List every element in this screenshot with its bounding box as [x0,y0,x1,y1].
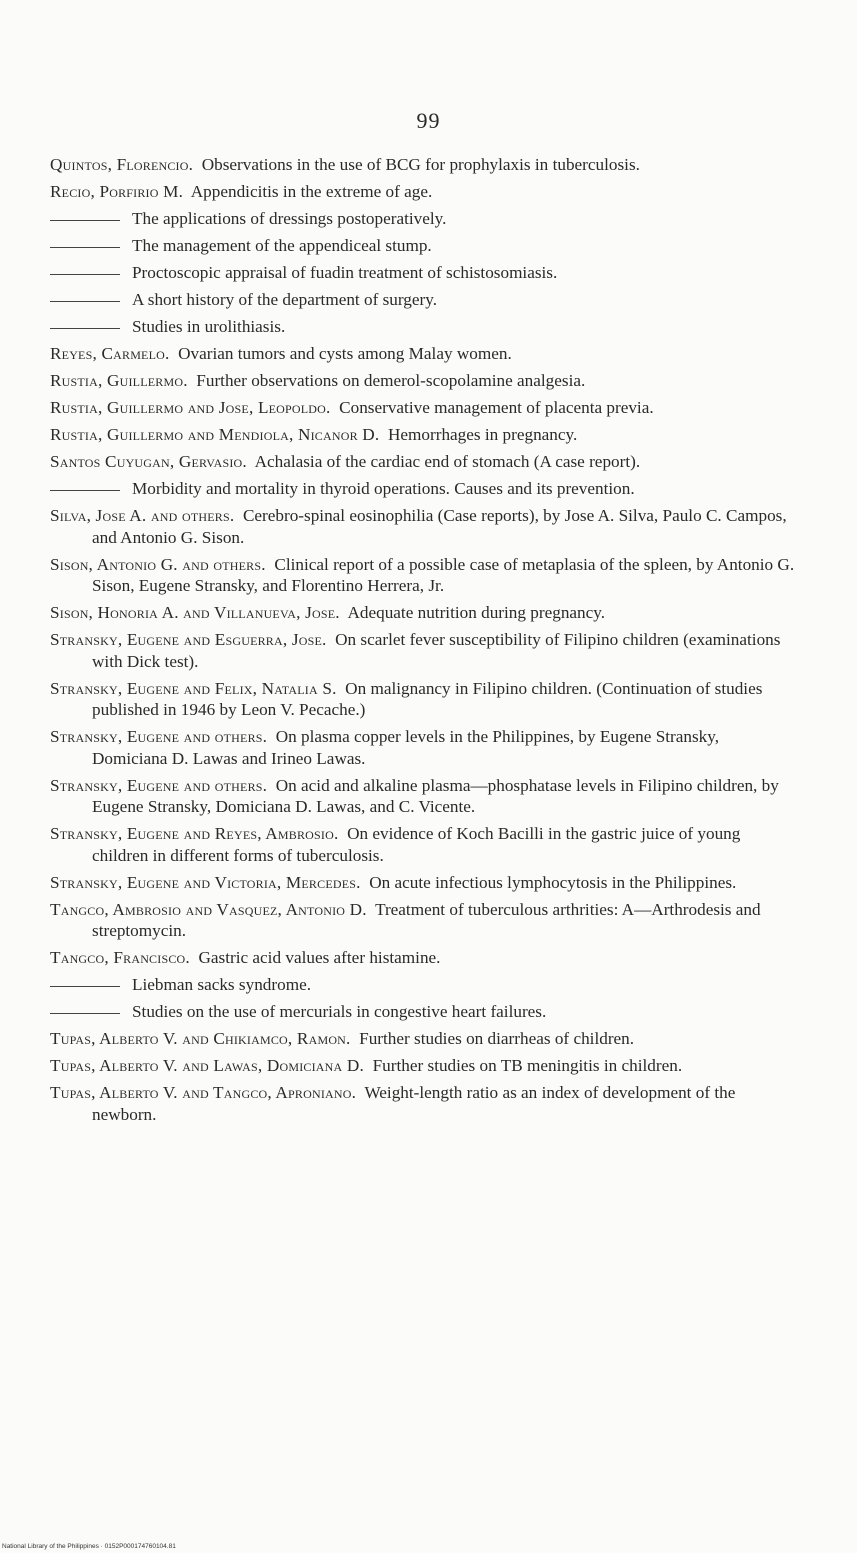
bibliography-list [50,154,795,1131]
bibliography-entry [50,1001,795,1023]
ditto-rule [50,247,120,248]
entry-title: Further studies on diarrheas of children. [359,1029,635,1048]
bibliography-entry [50,154,795,176]
entry-author: Stransky, Eugene and Felix, Natalia S. [50,678,337,698]
bibliography-entry [50,235,795,257]
entry-title: Proctoscopic appraisal of fuadin treatment of schistosomiasis. [132,263,558,282]
entry-title: Gastric acid values after histamine. [198,948,441,967]
entry-title: Achalasia of the cardiac end of stomach (A case report). [254,452,641,471]
bibliography-entry [50,1028,795,1050]
bibliography-entry [50,1055,795,1077]
ditto-rule [50,986,120,987]
entry-author: Stransky, Eugene and Victoria, Mercedes. [50,872,361,892]
entry-author: Tangco, Ambrosio and Vasquez, Antonio D. [50,899,367,919]
entry-author: Rustia, Guillermo and Mendiola, Nicanor D. [50,425,380,444]
entry-author: Tupas, Alberto V. and Chikiamco, Ramon. [50,1029,351,1048]
entry-title: Morbidity and mortality in thyroid operations. Causes and its prevention. [132,479,635,498]
entry-title: Clinical report of a possible case of metaplasia of the spleen, by Antonio G. Sison, Eugene Stransky, and Florentino Herrera, Jr. [92,554,795,595]
ditto-rule [50,274,120,275]
bibliography-entry [50,397,795,419]
bibliography-entry [50,289,795,311]
entry-author: Tupas, Alberto V. and Lawas, Domiciana D. [50,1056,365,1075]
entry-title: Treatment of tuberculous arthrities: A—Arthrodesis and streptomycin. [92,899,761,940]
entry-author: Stransky, Eugene and Esguerra, Jose. [50,630,327,649]
bibliography-entry [50,899,795,942]
ditto-rule [50,490,120,491]
bibliography-entry [50,775,795,818]
entry-title: Further observations on demerol-scopolamine analgesia. [196,371,586,390]
library-footer: National Library of the Philippines · 0152P000174760104.81 [2,1543,176,1550]
bibliography-entry [50,974,795,996]
entry-title: A short history of the department of surgery. [132,290,438,309]
entry-author: Santos Cuyugan, Gervasio. [50,452,247,471]
entry-title: Ovarian tumors and cysts among Malay women. [178,344,512,363]
entry-title: Conservative management of placenta previa. [339,398,654,417]
bibliography-entry [50,726,795,769]
bibliography-entry [50,208,795,230]
entry-author: Rustia, Guillermo. [50,371,188,390]
entry-title: On evidence of Koch Bacilli in the gastric juice of young children in different forms of tuberculosis. [92,824,741,865]
bibliography-entry [50,823,795,866]
entry-title: Adequate nutrition during pregnancy. [347,603,606,622]
entry-author: Stransky, Eugene and others. [50,727,268,746]
entry-title: Appendicitis in the extreme of age. [190,182,433,201]
entry-title: The applications of dressings postoperatively. [132,209,447,228]
entry-title: On acid and alkaline plasma—phosphatase levels in Filipino children, by Eugene Stransky, Domiciana D. Lawas, and C. Vicente. [92,775,779,816]
bibliography-entry [50,678,795,721]
entry-title: On plasma copper levels in the Philippines, by Eugene Stransky, Domiciana D. Lawas and Irineo Lawas. [92,727,720,768]
bibliography-entry [50,872,795,894]
entry-title: On acute infectious lymphocytosis in the Philippines. [369,872,737,892]
entry-title: Further studies on TB meningitis in children. [372,1056,683,1075]
entry-title: Hemorrhages in pregnancy. [388,425,578,444]
entry-author: Sison, Antonio G. and others. [50,554,266,574]
entry-author: Sison, Honoria A. and Villanueva, Jose. [50,603,340,622]
entry-author: Stransky, Eugene and Reyes, Ambrosio. [50,824,339,843]
bibliography-entry [50,316,795,338]
bibliography-entry [50,554,795,597]
bibliography-entry [50,343,795,365]
bibliography-entry [50,1082,795,1125]
bibliography-entry [50,424,795,446]
bibliography-entry [50,947,795,969]
entry-author: Tupas, Alberto V. and Tangco, Aproniano. [50,1083,357,1102]
entry-author: Stransky, Eugene and others. [50,775,268,795]
bibliography-entry [50,451,795,473]
entry-title: Cerebro-spinal eosinophilia (Case reports), by Jose A. Silva, Paulo C. Campos, and Antonio G. Sison. [92,506,787,547]
bibliography-entry [50,478,795,500]
entry-author: Silva, Jose A. and others. [50,506,235,525]
bibliography-entry [50,181,795,203]
entry-title: Studies on the use of mercurials in congestive heart failures. [132,1002,547,1021]
entry-title: Observations in the use of BCG for prophylaxis in tuberculosis. [201,155,640,174]
bibliography-entry [50,505,795,548]
entry-title: Liebman sacks syndrome. [132,975,311,994]
bibliography-entry [50,262,795,284]
entry-author: Recio, Porfirio M. [50,182,184,201]
entry-title: On scarlet fever susceptibility of Filipino children (examinations with Dick test). [92,630,781,671]
ditto-rule [50,1013,120,1014]
page-number: 99 [416,108,441,133]
bibliography-entry [50,629,795,672]
entry-author: Rustia, Guillermo and Jose, Leopoldo. [50,398,331,417]
entry-title: Studies in urolithiasis. [132,317,286,336]
entry-author: Reyes, Carmelo. [50,344,170,363]
bibliography-entry [50,602,795,624]
entry-author: Quintos, Florencio. [50,155,194,174]
ditto-rule [50,328,120,329]
bibliography-entry [50,370,795,392]
entry-author: Tangco, Francisco. [50,948,190,967]
entry-title: The management of the appendiceal stump. [132,236,432,255]
entry-title: Weight-length ratio as an index of development of the newborn. [92,1083,736,1124]
entry-title: On malignancy in Filipino children. (Continuation of studies published in 1946 by Leon V. Pecache.) [92,678,763,719]
ditto-rule [50,301,120,302]
ditto-rule [50,220,120,221]
